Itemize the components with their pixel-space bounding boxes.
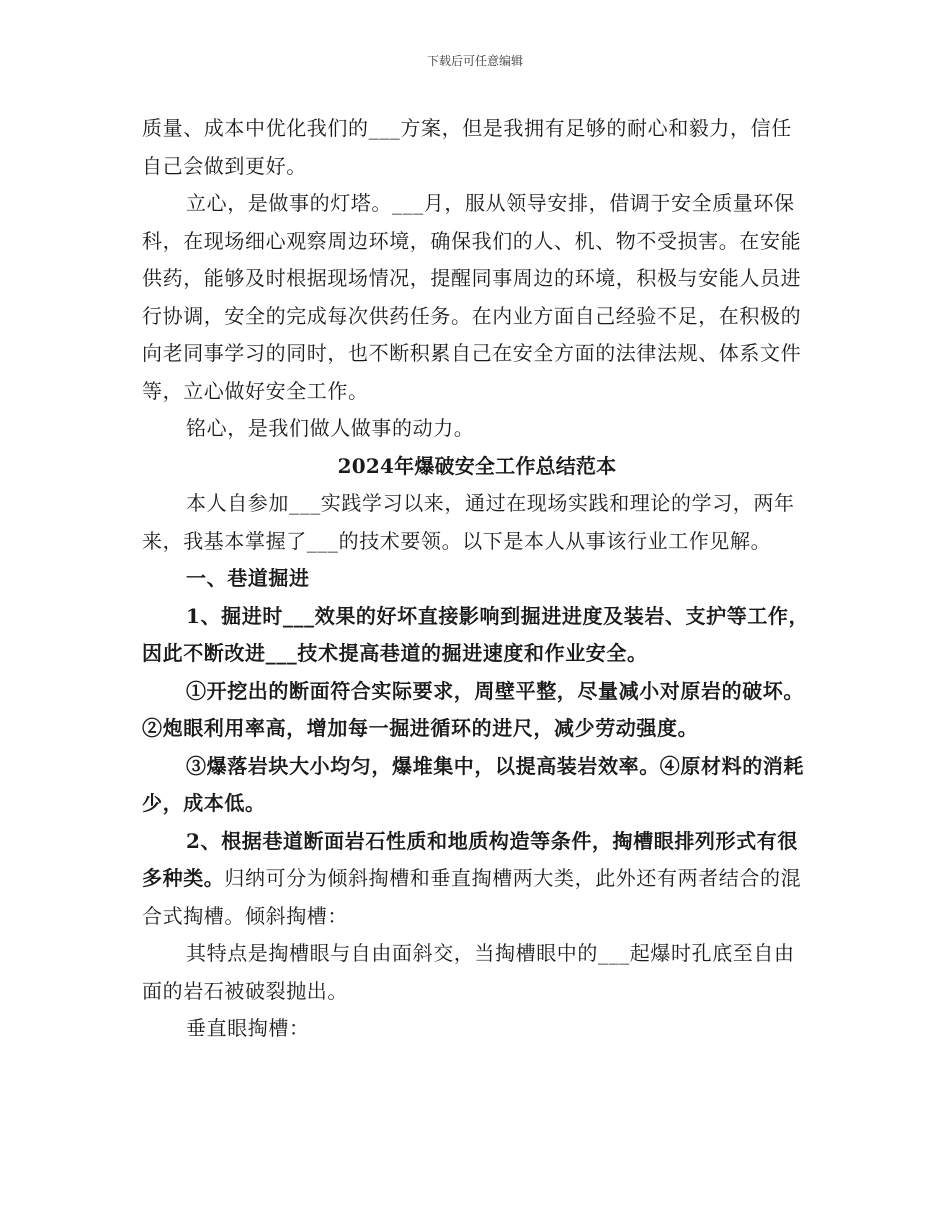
paragraph-vertical-cut: 垂直眼掏槽： <box>186 1016 310 1040</box>
paragraph-item-2 <box>142 823 812 936</box>
paragraph-intro: 本人自参加___实践学习以来，通过在现场实践和理论的学习，两年来，我基本掌握了___的技术要领。以下是本人从事该行业工作见解。 <box>142 491 795 553</box>
paragraph-requirements-3-4: ③爆落岩块大小均匀，爆堆集中，以提高装岩效率。④原材料的消耗少，成本低。 <box>142 753 804 815</box>
page-header-note: 下载后可任意编辑 <box>426 54 523 68</box>
document-title: 2024年爆破安全工作总结范本 <box>337 453 617 478</box>
paragraph-item-2-rest: 归纳可分为倾斜掏槽和垂直掏槽两大类，此外还有两者结合的混合式掏槽。倾斜掏槽： <box>142 866 802 928</box>
paragraph-requirements-1-2: ①开挖出的断面符合实际要求，周壁平整，尽量减小对原岩的破坏。②炮眼利用率高，增加每一掘进循环的进尺，减少劳动强度。 <box>142 678 804 740</box>
paragraph-lixin: 立心，是做事的灯塔。___月，服从领导安排，借调于安全质量环保科，在现场细心观察周边环境，确保我们的人、机、物不受损害。在安能供药，能够及时根据现场情况，提醒同事周边的环境，积极与安能人员进行协调，安全的完成每次供药任务。在内业方面自己经验不足，在积极的向老同事学习的同时，也不断积累自己在安全方面的法律法规、体系文件等，立心做好安全工作。 <box>142 191 802 403</box>
paragraph-quality-cost: 质量、成本中优化我们的___方案，但是我拥有足够的耐心和毅力，信任自己会做到更好。 <box>142 116 792 178</box>
section-heading-tunnel: 一、巷道掘进 <box>186 566 310 590</box>
paragraph-mingxin: 铭心，是我们做人做事的动力。 <box>186 416 475 440</box>
document-body <box>142 110 812 1048</box>
paragraph-inclined-cut: 其特点是掏槽眼与自由面斜交，当掏槽眼中的___起爆时孔底至自由面的岩石被破裂抛出。 <box>142 941 795 1003</box>
paragraph-item-2-lead: 2、根据巷道断面岩石性质和地质构造等条件，掏槽眼排列形式有很多种类。 <box>142 828 798 890</box>
paragraph-item-1: 1、掘进时___效果的好坏直接影响到掘进进度及装岩、支护等工作，因此不断改进___技术提高巷道的掘进速度和作业安全。 <box>142 603 810 665</box>
